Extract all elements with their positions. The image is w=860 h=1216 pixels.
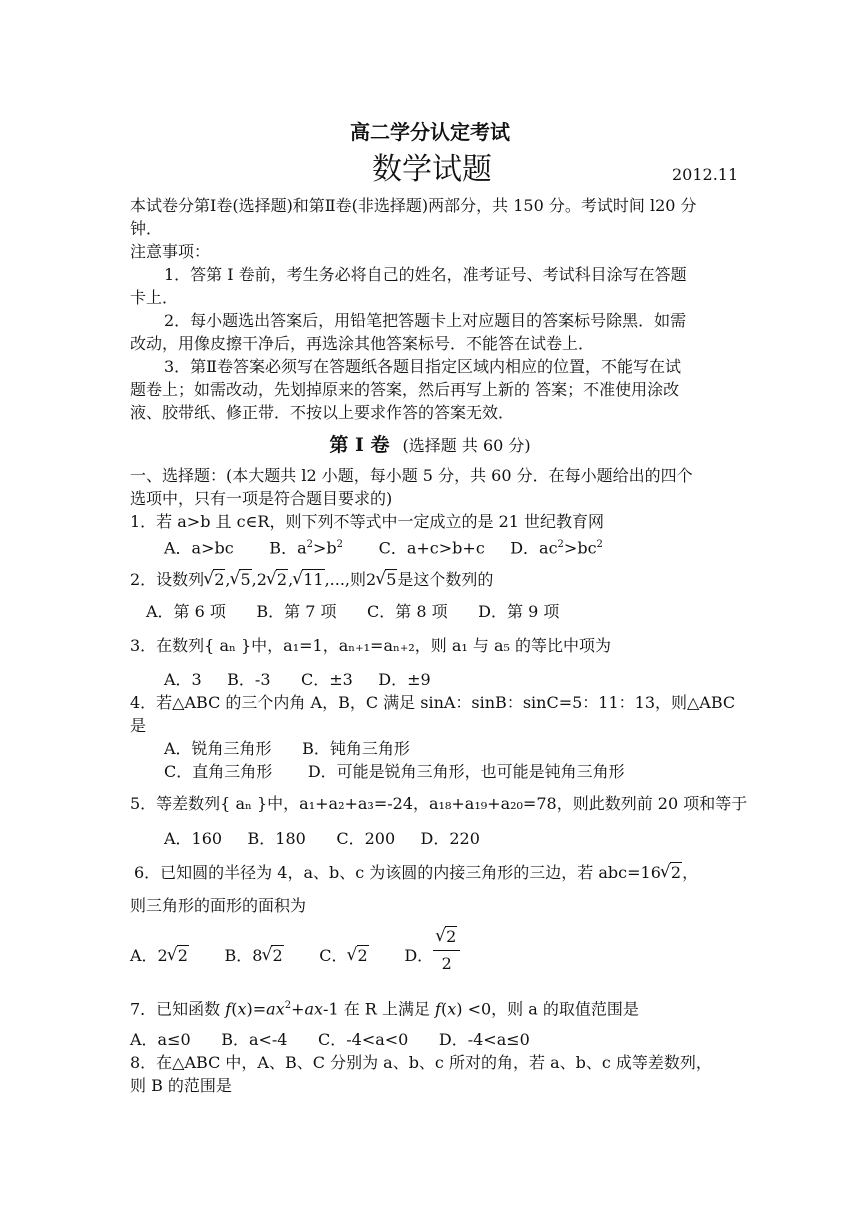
q2-options: A．第 6 项 B．第 7 项 C．第 8 项 D．第 9 项 [146,602,560,621]
intro-line-1: 本试卷分第Ⅰ卷(选择题)和第Ⅱ卷(非选择题)两部分，共 150 分。考试时间 l20 分 [130,196,697,215]
note-2a: 2．每小题选出答案后，用铅笔把答题卡上对应题目的答案标号除黑．如需 [164,311,687,330]
q2-end: 是这个数列的 [397,570,494,589]
q7-options: A．a≤0 B．a<-4 C．-4<a<0 D．-4<a≤0 [130,1030,530,1049]
section-heading [0,430,860,457]
part1-line-1: 一、选择题：(本大题共 l2 小题，每小题 5 分，共 60 分．在每小题给出的四个 [130,466,693,485]
q6-stem-a: 6．已知圆的半径为 4，a、b、c 为该圆的内接三角形的三边，若 abc=16√ 2， [134,863,698,883]
note-1a: 1．答第 I 卷前，考生务必将自己的姓名，准考证号、考试科目涂写在答题 [164,265,687,284]
q5-stem: 5．等差数列{ aₙ }中，a₁+a₂+a₃=-24，a₁₈+a₁₉+a₂₀=78，则此数列前 20 项和等于 [130,794,748,813]
note-2b: 改动，用像皮擦干净后，再选涂其他答案标号．不能答在试卷上． [130,334,595,353]
subject-title: 数学试题 [372,152,492,187]
intro-line-2: 钟． [130,219,163,238]
q4-stem-a: 4．若△ABC 的三个内角 A，B，C 满足 sinA：sinB：sinC=5：11：13，则△ABC [130,693,736,712]
q6-options: A．2√ 2 B．8√ 2 C．√ 2 D． √ $\frac{2}{2}$ [130,938,460,975]
notes-title: 注意事项： [130,242,211,261]
q2-stem: 2．设数列√ 2,√ 5,2√ 2,√ 11,...,则2√ 5是这个数列的 [130,570,493,590]
section-subtitle: (选择题 共 60 分) [402,436,531,455]
part1-line-2: 选项中，只有一项是符合题目要求的) [130,489,393,508]
exam-title: 高二学分认定考试 [350,120,510,144]
q8-stem-a: 8．在△ABC 中，A、B、C 分别为 a、b、c 所对的角，若 a、b、c 成等差数列， [130,1053,712,1072]
q4-stem-b: 是 [130,716,147,735]
note-1b: 卡上． [130,288,179,307]
q6-stem-b: 则三角形的面形的面积为 [130,896,307,915]
note-3a: 3．第Ⅱ卷答案必须写在答题纸各题目指定区域内相应的位置，不能写在试 [164,357,682,376]
note-3b: 题卷上；如需改动，先划掉原来的答案，然后再写上新的 答案；不准使用涂改 [130,380,680,399]
q2-prefix: 2．设数列 [130,570,205,589]
q8-stem-b: 则 B 的范围是 [130,1076,232,1095]
exam-date: 2012.11 [672,165,739,184]
note-3c: 液、胶带纸、修正带．不按以上要求作答的答案无效． [130,403,515,422]
q6-text: 6．已知圆的半径为 4，a、b、c 为该圆的内接三角形的三边，若 abc=16 [134,863,661,882]
q3-stem: 3．在数列{ aₙ }中，a₁=1，aₙ₊₁=aₙ₊₂，则 a₁ 与 a₅ 的等比中项为 [130,636,612,655]
q3-options: A．3 B．-3 C．±3 D．±9 [164,670,431,689]
q4-options-1: A．锐角三角形 B．钝角三角形 [164,739,410,758]
q4-options-2: C．直角三角形 D．可能是锐角三角形，也可能是钝角三角形 [164,762,625,781]
q2-mid: 则 [350,570,367,589]
section-title: 第 I 卷 [329,434,390,456]
q7-stem: 7．已知函数 $f(x)=ax^2+ax-1$ 在 R 上满足 f(x) <0，则 a 的取值范围是 [130,999,639,1019]
q1-stem: 1．若 a>b 且 c∈R，则下列不等式中一定成立的是 21 世纪教育网 [130,512,605,531]
q5-options: A．160 B．180 C．200 D．220 [164,829,480,848]
q1-options: A．a>bc B．$a^2>b^2$ C．a+c>b+c D．$ac^2>bc^2$ [164,538,603,558]
